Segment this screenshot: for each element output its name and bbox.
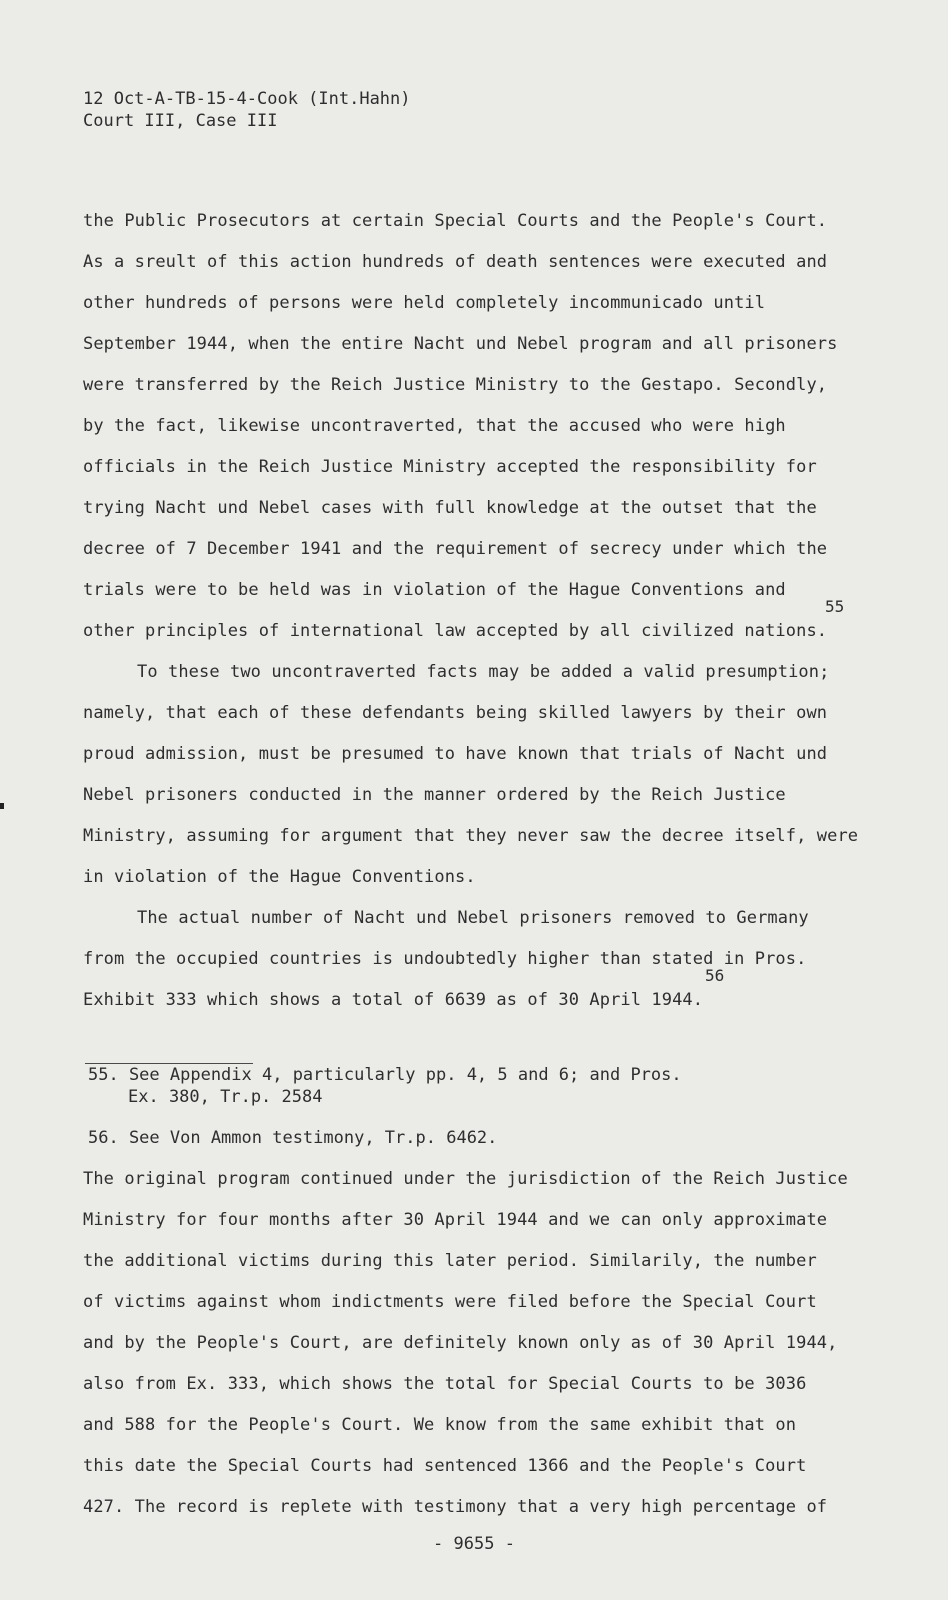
footnote-55: 55. See Appendix 4, particularly pp. 4, 5 and 6; and Pros. [88,1065,682,1085]
document-header [83,88,411,132]
header-court-case: Court III, Case III [83,111,278,131]
text-line: by the fact, likewise uncontraverted, that the accused who were high [83,416,786,436]
text-line: from the occupied countries is undoubtedly higher than stated in Pros. [83,949,807,969]
footnote-55-continued: Ex. 380, Tr.p. 2584 [128,1087,323,1107]
page-number: - 9655 - [433,1534,515,1554]
text-line: namely, that each of these defendants being skilled lawyers by their own [83,703,828,723]
text-line: proud admission, must be presumed to have known that trials of Nacht und [83,744,828,764]
text-line: and by the People's Court, are definitely known only as of 30 April 1944, [83,1333,838,1353]
text-line: trials were to be held was in violation of the Hague Conventions and [83,580,786,600]
text-line: in violation of the Hague Conventions. [83,867,476,887]
text-line: other hundreds of persons were held completely incommunicado until [83,293,766,313]
footnote-56: 56. See Von Ammon testimony, Tr.p. 6462. [88,1128,498,1148]
footnote-reference-55: 55 [825,597,845,616]
margin-mark [0,803,4,809]
text-line: of victims against whom indictments were filed before the Special Court [83,1292,817,1312]
text-line: officials in the Reich Justice Ministry accepted the responsibility for [83,457,817,477]
text-line: The original program continued under the jurisdiction of the Reich Justice [83,1169,848,1189]
text-line: also from Ex. 333, which shows the total for Special Courts to be 3036 [83,1374,807,1394]
text-line: Nebel prisoners conducted in the manner ordered by the Reich Justice [83,785,786,805]
footnote-divider [85,1063,253,1064]
text-line: Ministry for four months after 30 April 1944 and we can only approximate [83,1210,828,1230]
text-line: the additional victims during this later period. Similarily, the number [83,1251,817,1271]
text-line: Exhibit 333 which shows a total of 6639 as of 30 April 1944. [83,990,704,1010]
text-line: the Public Prosecutors at certain Special Courts and the People's Court. [83,211,828,231]
text-line: decree of 7 December 1941 and the requirement of secrecy under which the [83,539,828,559]
text-line: 427. The record is replete with testimony that a very high percentage of [83,1497,828,1517]
text-line: Ministry, assuming for argument that they never saw the decree itself, were [83,826,859,846]
footnote-reference-56: 56 [705,966,725,985]
text-line: As a sreult of this action hundreds of death sentences were executed and [83,252,828,272]
text-line: trying Nacht und Nebel cases with full knowledge at the outset that the [83,498,817,518]
text-line: and 588 for the People's Court. We know from the same exhibit that on [83,1415,797,1435]
text-line: this date the Special Courts had sentenced 1366 and the People's Court [83,1456,807,1476]
paragraph-start: The actual number of Nacht und Nebel prisoners removed to Germany [137,908,809,928]
text-line: September 1944, when the entire Nacht und Nebel program and all prisoners [83,334,838,354]
text-line: other principles of international law accepted by all civilized nations. [83,621,828,641]
paragraph-start: To these two uncontraverted facts may be added a valid presumption; [137,662,830,682]
header-reference: 12 Oct-A-TB-15-4-Cook (Int.Hahn) [83,89,411,109]
text-line: were transferred by the Reich Justice Ministry to the Gestapo. Secondly, [83,375,828,395]
